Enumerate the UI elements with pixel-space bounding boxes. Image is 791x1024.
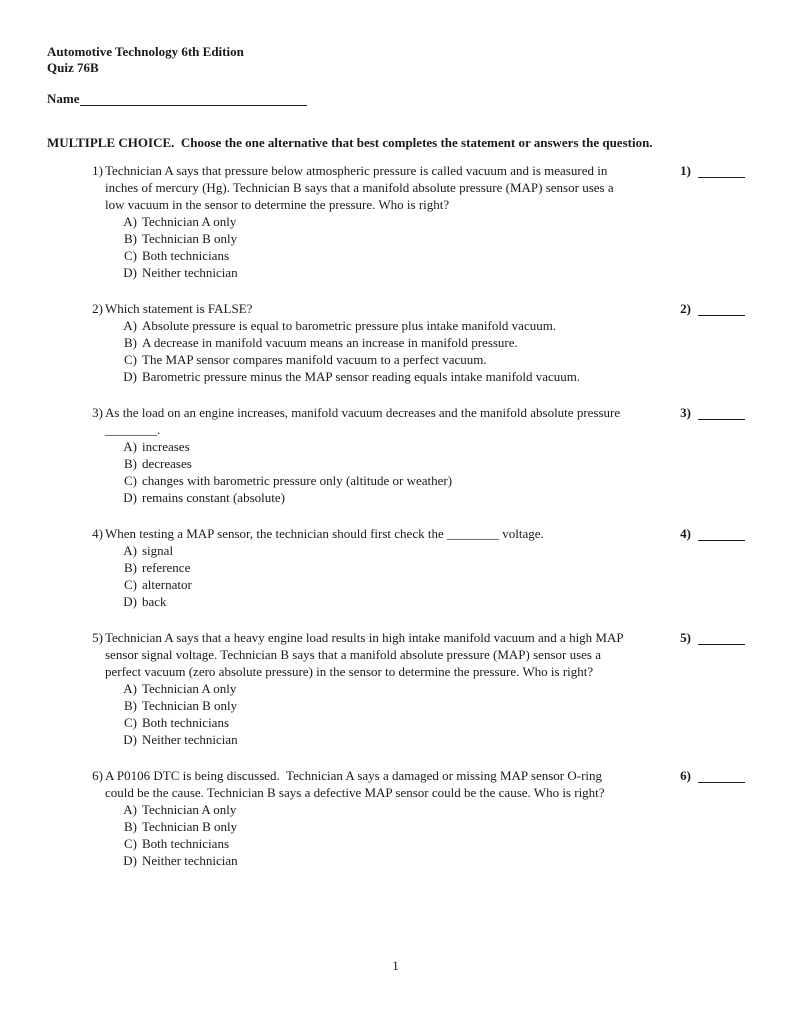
option-letter: B) [124, 819, 137, 834]
question-body [105, 525, 629, 610]
option-text: Absolute pressure is equal to barometric pressure plus intake manifold vacuum. [142, 318, 557, 333]
name-blank-line [80, 94, 307, 106]
question-number: 2) [92, 301, 103, 316]
book-title: Automotive Technology 6th Edition [47, 44, 244, 59]
option-text: Technician A only [142, 681, 237, 696]
answer-field [680, 525, 745, 542]
option-letter: C) [124, 715, 137, 730]
option-text: Technician B only [142, 819, 238, 834]
option-text: changes with barometric pressure only (altitude or weather) [142, 473, 453, 488]
option-b [105, 334, 629, 351]
answer-field [680, 300, 745, 317]
name-label: Name [47, 91, 80, 106]
answer-blank-line [698, 407, 745, 420]
option-letter: D) [123, 490, 137, 505]
option-a [105, 317, 629, 334]
option-letter: B) [124, 456, 137, 471]
option-letter: D) [123, 369, 137, 384]
option-text: Barometric pressure minus the MAP sensor reading equals intake manifold vacuum. [142, 369, 581, 384]
question-text: Which statement is FALSE? [105, 301, 253, 316]
question-text: A P0106 DTC is being discussed. Technician A says a damaged or missing MAP sensor O-ring could be the cause. Technician B says a defective MAP sensor could be the cause. Who is right? [105, 768, 606, 800]
option-text: Neither technician [142, 732, 238, 747]
quiz-title: Quiz 76B [47, 60, 99, 75]
page-number: 1 [392, 958, 399, 973]
question-text: When testing a MAP sensor, the technician should first check the ________ voltage. [105, 526, 544, 541]
option-letter: A) [123, 802, 137, 817]
question-1 [47, 162, 745, 281]
option-letter: C) [124, 352, 137, 367]
option-text: alternator [142, 577, 192, 592]
option-letter: B) [124, 560, 137, 575]
option-a [105, 542, 629, 559]
option-letter: C) [124, 577, 137, 592]
option-text: Technician A only [142, 214, 237, 229]
option-letter: B) [124, 698, 137, 713]
question-body [105, 767, 629, 869]
option-text: back [142, 594, 167, 609]
option-d [105, 731, 629, 748]
option-b [105, 455, 629, 472]
document-header [47, 44, 745, 76]
question-text: Technician A says that pressure below atmospheric pressure is called vacuum and is measured in inches of mercury (Hg). Technician B says that a manifold absolute pressure (MAP) sensor uses a low vacuum in the sensor to determine the pressure. Who is right? [105, 163, 617, 212]
option-a [105, 213, 629, 230]
question-list [47, 162, 745, 869]
option-c [105, 835, 629, 852]
option-text: Both technicians [142, 836, 230, 851]
option-text: Technician A only [142, 802, 237, 817]
option-b [105, 559, 629, 576]
option-text: Neither technician [142, 853, 238, 868]
option-d [105, 593, 629, 610]
option-c [105, 247, 629, 264]
option-c [105, 714, 629, 731]
option-c [105, 472, 629, 489]
option-letter: C) [124, 248, 137, 263]
answer-field [680, 162, 745, 179]
answer-field [680, 404, 745, 421]
question-body [105, 162, 629, 281]
question-number: 1) [92, 163, 103, 178]
question-text: As the load on an engine increases, manifold vacuum decreases and the manifold absolute pressure ________. [105, 405, 624, 437]
question-2 [47, 300, 745, 385]
question-number: 3) [92, 405, 103, 420]
option-letter: D) [123, 594, 137, 609]
option-b [105, 818, 629, 835]
option-text: The MAP sensor compares manifold vacuum to a perfect vacuum. [142, 352, 487, 367]
option-letter: B) [124, 231, 137, 246]
question-body [105, 404, 629, 506]
option-text: Technician B only [142, 698, 238, 713]
option-letter: A) [123, 439, 137, 454]
option-d [105, 852, 629, 869]
question-body [105, 629, 629, 748]
answer-blank-line [698, 303, 745, 316]
option-letter: D) [123, 265, 137, 280]
option-letter: D) [123, 732, 137, 747]
answer-number: 6) [680, 768, 691, 783]
option-d [105, 264, 629, 281]
option-c [105, 351, 629, 368]
answer-blank-line [698, 770, 745, 783]
option-b [105, 230, 629, 247]
answer-number: 2) [680, 301, 691, 316]
question-number: 5) [92, 630, 103, 645]
option-text: Both technicians [142, 248, 230, 263]
option-letter: A) [123, 543, 137, 558]
option-text: A decrease in manifold vacuum means an increase in manifold pressure. [142, 335, 518, 350]
option-letter: C) [124, 473, 137, 488]
option-text: reference [142, 560, 191, 575]
option-letter: C) [124, 836, 137, 851]
answer-number: 1) [680, 163, 691, 178]
option-text: remains constant (absolute) [142, 490, 285, 505]
option-text: Neither technician [142, 265, 238, 280]
answer-blank-line [698, 528, 745, 541]
section-instructions: MULTIPLE CHOICE. Choose the one alternative that best completes the statement or answers the question. [47, 135, 653, 150]
answer-number: 3) [680, 405, 691, 420]
answer-number: 4) [680, 526, 691, 541]
question-6 [47, 767, 745, 869]
option-d [105, 368, 629, 385]
option-letter: A) [123, 681, 137, 696]
option-d [105, 489, 629, 506]
option-text: increases [142, 439, 190, 454]
option-letter: A) [123, 318, 137, 333]
option-b [105, 697, 629, 714]
option-a [105, 801, 629, 818]
answer-field [680, 767, 745, 784]
option-letter: A) [123, 214, 137, 229]
question-number: 4) [92, 526, 103, 541]
question-4 [47, 525, 745, 610]
option-text: Both technicians [142, 715, 230, 730]
answer-blank-line [698, 165, 745, 178]
option-a [105, 438, 629, 455]
option-c [105, 576, 629, 593]
option-letter: D) [123, 853, 137, 868]
option-text: Technician B only [142, 231, 238, 246]
option-text: signal [142, 543, 174, 558]
option-letter: B) [124, 335, 137, 350]
question-body [105, 300, 629, 385]
option-a [105, 680, 629, 697]
answer-blank-line [698, 632, 745, 645]
option-text: decreases [142, 456, 192, 471]
answer-number: 5) [680, 630, 691, 645]
question-text: Technician A says that a heavy engine load results in high intake manifold vacuum and a high MAP sensor signal voltage. Technician B says that a manifold absolute pressure (MAP) sensor uses a perfect vacuum (zero absolute pressure) in the sensor to determine the pressure. Who is right? [105, 630, 627, 679]
question-number: 6) [92, 768, 103, 783]
name-row [47, 90, 745, 107]
question-5 [47, 629, 745, 748]
answer-field [680, 629, 745, 646]
question-3 [47, 404, 745, 506]
